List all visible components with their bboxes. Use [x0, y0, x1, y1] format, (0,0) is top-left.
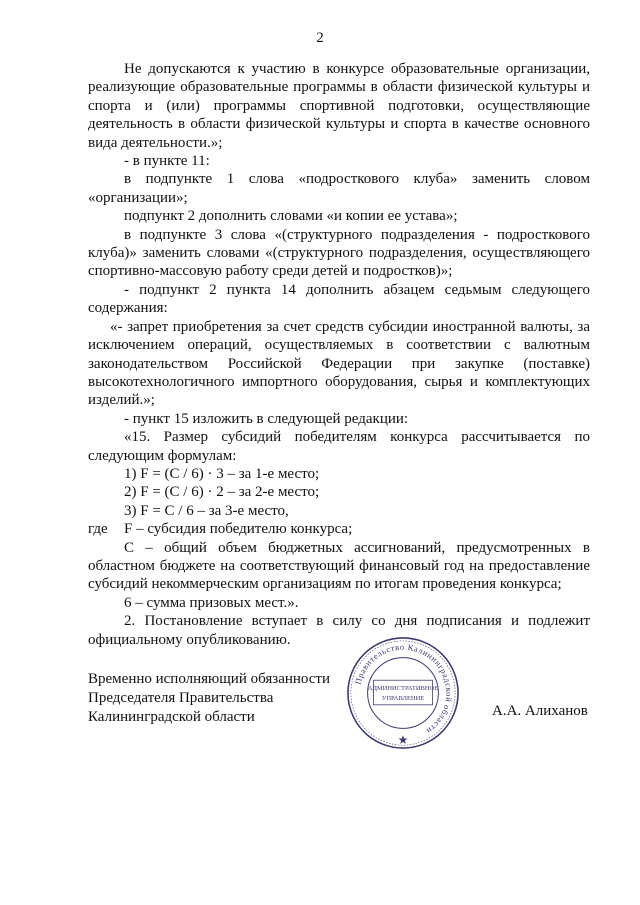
seal-graphic	[344, 634, 462, 752]
seal-inner-line-2: УПРАВЛЕНИЕ	[381, 694, 425, 702]
signature-title-line-2: Председателя Правительства	[88, 690, 274, 706]
signer-name: А.А. Алиханов	[492, 703, 588, 719]
paragraph-formula-intro: «15. Размер субсидий победителям конкурса рассчитывается по следующим формулам:	[88, 429, 590, 464]
definition-6: 6 – сумма призовых мест.».	[124, 594, 299, 611]
seal-outer-text: Правительство Калининградской области	[352, 641, 455, 737]
document-body	[88, 60, 590, 649]
seal-inner-ring	[368, 658, 439, 729]
signature-title-line-3: Калининградской области	[88, 709, 255, 725]
seal-star-icon	[398, 735, 407, 744]
where-word: где	[88, 521, 108, 538]
paragraph-effective: 2. Постановление вступает в силу со дня подписания и подлежит официальному опубликованию.	[88, 613, 590, 648]
paragraph-item-14: - подпункт 2 пункта 14 дополнить абзацем седьмым следующего содержания:	[88, 281, 590, 317]
seal-outer-ring	[348, 638, 458, 748]
definition-f-text: F – субсидия победителю конкурса;	[124, 521, 353, 538]
seal-dotted-ring	[351, 641, 455, 745]
formula-second-place: 2) F = (C / 6) · 2 – за 2-е место;	[124, 484, 320, 501]
page-number: 2	[316, 30, 324, 46]
paragraph-currency-ban: «- запрет приобретения за счет средств субсидии иностранной валюты, за исключением операций, осуществляемых в соответствии с валютным законодательством Российской Федерации при закупке (поставке) высокотехнологичного импортного оборудования, сырья и комплектующих изделий.»;	[88, 318, 590, 409]
official-seal	[344, 634, 462, 752]
paragraph-subitem-2: подпункт 2 дополнить словами «и копии ее устава»;	[124, 208, 458, 225]
formula-third-place: 3) F = C / 6 – за 3-е место,	[124, 502, 289, 519]
signature-title-line-1: Временно исполняющий обязанности	[88, 671, 331, 687]
paragraph-exclusion: Не допускаются к участию в конкурсе образовательные организации, реализующие образовательные программы в области физической культуры и спорта и (или) программы спортивной подготовки, осуществляющие деятельность в области физической культуры и спорта в качестве основного вида деятельности.»;	[88, 61, 590, 151]
paragraph-item-11: - в пункте 11:	[124, 153, 210, 170]
seal-inner-line-1: АДМИНИСТРАТИВНОЕ	[367, 685, 439, 693]
paragraph-subitem-3: в подпункте 3 слова «(структурного подразделения - подросткового клуба)» заменить словами «(структурного подразделения, осуществляющего спортивно-массовую работу среди детей и подростков)»;	[88, 226, 590, 280]
formula-first-place: 1) F = (C / 6) · 3 – за 1-е место;	[124, 465, 320, 482]
paragraph-item-15: - пункт 15 изложить в следующей редакции:	[124, 410, 409, 427]
paragraph-subitem-1: в подпункте 1 слова «подросткового клуба» заменить словом «организации»;	[88, 171, 590, 206]
definition-c: C – общий объем бюджетных ассигнований, предусмотренных в областном бюджете на соответствующий финансовый год на предоставление субсидий некоммерческим организациям по итогам проведения конкурса;	[88, 539, 590, 593]
signature-title	[88, 670, 330, 727]
definition-f	[88, 520, 590, 538]
